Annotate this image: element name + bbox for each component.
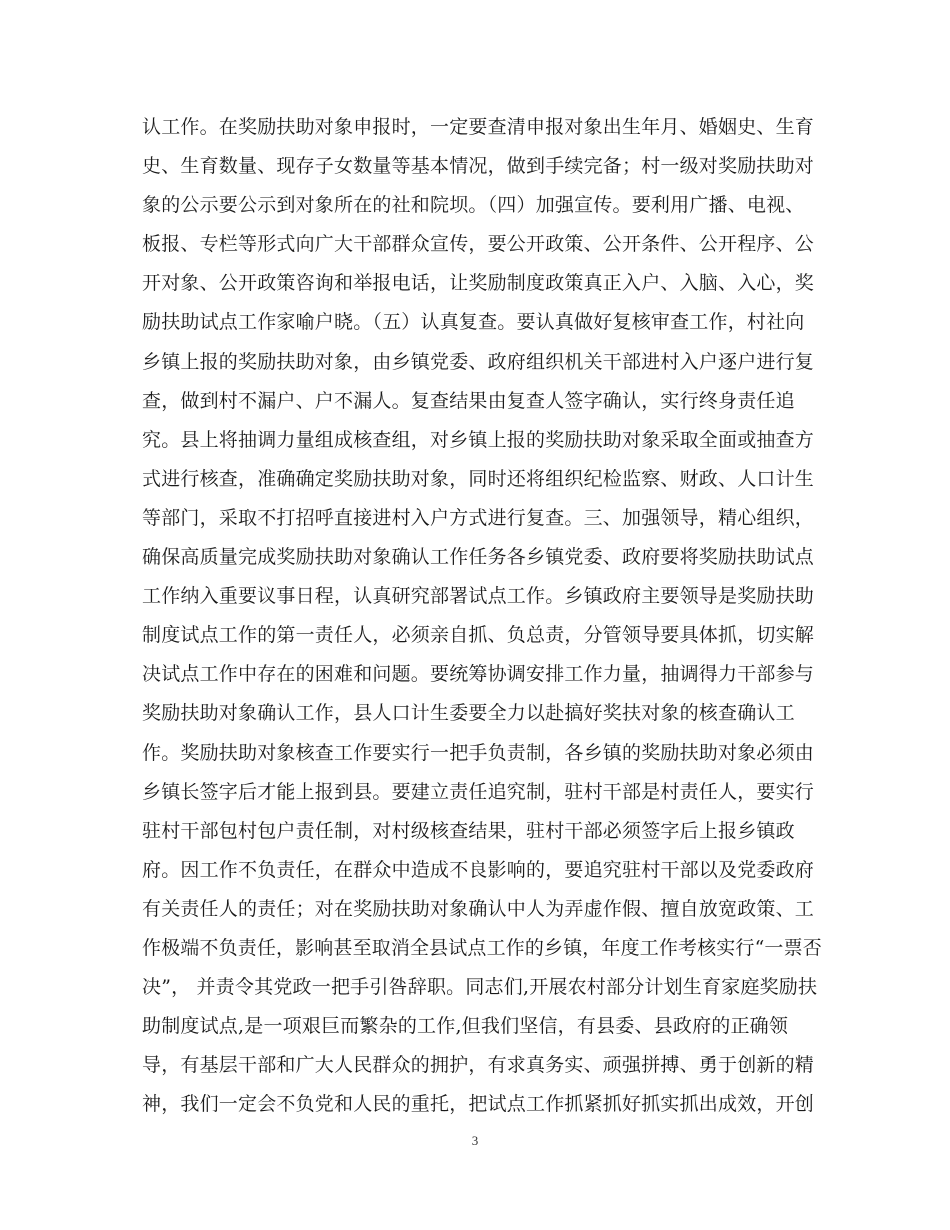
text-line: 励扶助试点工作家喻户晓。（五）认真复查。要认真做好复核审查工作，村社向: [142, 311, 805, 334]
text-line: 开对象、公开政策咨询和举报电话，让奖励制度政策真正入户、入脑、入心，奖: [142, 272, 815, 295]
text-line: 作。奖励扶助对象核查工作要实行一把手负责制，各乡镇的奖励扶助对象必须由: [142, 741, 815, 764]
text-line: 确保高质量完成奖励扶助对象确认工作任务各乡镇党委、政府要将奖励扶助试点: [142, 546, 815, 569]
text-line: 工作纳入重要议事日程，认真研究部署试点工作。乡镇政府主要领导是奖励扶助: [142, 585, 815, 608]
text-line: 等部门，采取不打招呼直接进村入户方式进行复查。三、加强领导，精心组织，: [142, 506, 815, 529]
page-number: 3: [471, 1133, 479, 1148]
text-line: 制度试点工作的第一责任人，必须亲自抓、负总责，分管领导要具体抓，切实解: [142, 624, 815, 647]
text-line: 驻村干部包村包户责任制，对村级核查结果，驻村干部必须签字后上报乡镇政: [142, 819, 795, 842]
text-line: 式进行核查，准确确定奖励扶助对象，同时还将组织纪检监察、财政、人口计生: [142, 467, 815, 490]
text-line: 决试点工作中存在的困难和问题。要统筹协调安排工作力量，抽调得力干部参与: [142, 663, 815, 686]
text-line: 史、生育数量、现存子女数量等基本情况，做到手续完备；村一级对奖励扶助对: [142, 155, 815, 178]
text-line: 府。因工作不负责任，在群众中造成不良影响的，要追究驻村干部以及党委政府: [142, 858, 815, 881]
body-text: [142, 108, 822, 1124]
text-line: 乡镇长签字后才能上报到县。要建立责任追究制，驻村干部是村责任人，要实行: [142, 780, 815, 803]
text-line: 象的公示要公示到对象所在的社和院坝。（四）加强宣传。要利用广播、电视、: [142, 194, 805, 217]
text-line: 导，有基层干部和广大人民群众的拥护，有求真务实、顽强拼搏、勇于创新的精: [142, 1054, 815, 1077]
text-line: 助制度试点,是一项艰巨而繁杂的工作,但我们坚信，有县委、县政府的正确领: [142, 1015, 789, 1038]
text-line: 决”， 并责令其党政一把手引咎辞职。同志们,开展农村部分计划生育家庭奖励扶: [142, 976, 818, 999]
text-line: 有关责任人的责任；对在奖励扶助对象确认中人为弄虚作假、擅自放宽政策、工: [142, 897, 815, 920]
text-line: 查，做到村不漏户、户不漏人。复查结果由复查人签字确认，实行终身责任追: [142, 389, 795, 412]
text-line: 神，我们一定会不负党和人民的重托，把试点工作抓紧抓好抓实抓出成效，开创: [142, 1093, 815, 1116]
text-line: 奖励扶助对象确认工作，县人口计生委要全力以赴搞好奖扶对象的核查确认工: [142, 702, 795, 725]
text-line: 乡镇上报的奖励扶助对象，由乡镇党委、政府组织机关干部进村入户逐户进行复: [142, 350, 815, 373]
text-line: 作极端不负责任，影响甚至取消全县试点工作的乡镇，年度工作考核实行“一票否: [142, 936, 822, 959]
text-line: 认工作。在奖励扶助对象申报时，一定要查清申报对象出生年月、婚姻史、生育: [142, 116, 815, 138]
text-line: 板报、专栏等形式向广大干部群众宣传，要公开政策、公开条件、公开程序、公: [142, 233, 815, 256]
text-line: 究。县上将抽调力量组成核查组，对乡镇上报的奖励扶助对象采取全面或抽查方: [142, 428, 815, 451]
